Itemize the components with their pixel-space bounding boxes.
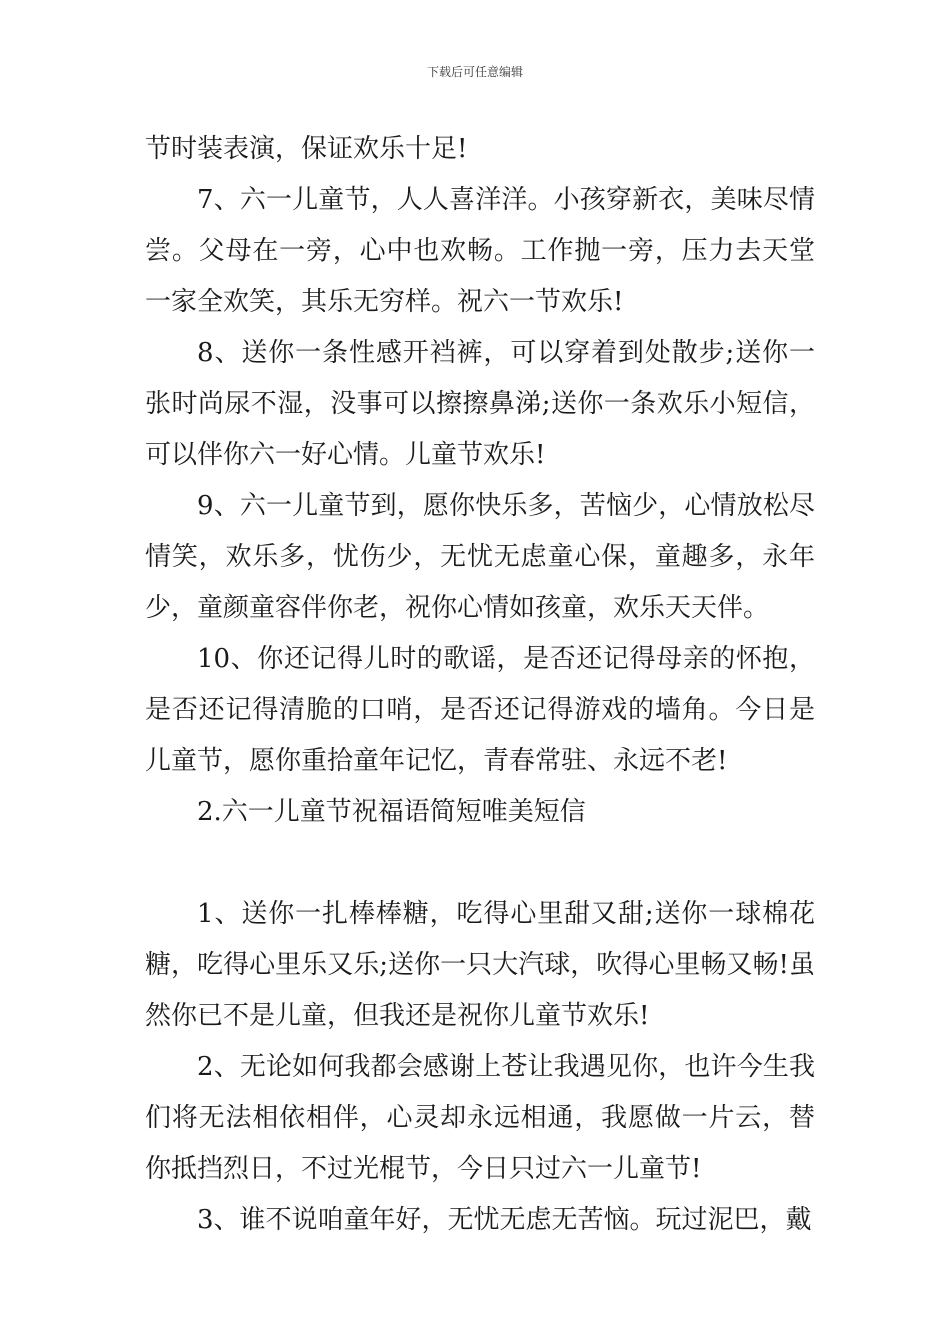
paragraph-item-8: 8、送你一条性感开裆裤，可以穿着到处散步;送你一张时尚尿不湿，没事可以擦擦鼻涕;送你一条欢乐小短信，可以伴你六一好心情。儿童节欢乐! bbox=[145, 338, 815, 470]
document-body bbox=[145, 124, 815, 1246]
paragraph-item-1: 1、送你一扎棒棒糖，吃得心里甜又甜;送你一球棉花糖，吃得心里乐又乐;送你一只大汽球，吹得心里畅又畅!虽然你已不是儿童，但我还是祝你儿童节欢乐! bbox=[145, 899, 815, 1031]
paragraph-continuation: 节时装表演，保证欢乐十足! bbox=[145, 134, 468, 164]
section-heading: 2.六一儿童节祝福语简短唯美短信 bbox=[197, 797, 586, 827]
paragraph-item-9: 9、六一儿童节到，愿你快乐多，苦恼少，心情放松尽情笑，欢乐多，忧伤少，无忧无虑童心保，童趣多，永年少，童颜童容伴你老，祝你心情如孩童，欢乐天天伴。 bbox=[145, 491, 815, 623]
paragraph-item-7: 7、六一儿童节，人人喜洋洋。小孩穿新衣，美味尽情尝。父母在一旁，心中也欢畅。工作抛一旁，压力去天堂一家全欢笑，其乐无穷样。祝六一节欢乐! bbox=[145, 185, 815, 317]
paragraph-item-3: 3、谁不说咱童年好，无忧无虑无苦恼。玩过泥巴，戴 bbox=[197, 1205, 812, 1235]
blank-line bbox=[145, 838, 815, 889]
paragraph-item-2: 2、无论如何我都会感谢上苍让我遇见你，也许今生我们将无法相依相伴，心灵却永远相通，我愿做一片云，替你抵挡烈日，不过光棍节，今日只过六一儿童节! bbox=[145, 1052, 815, 1184]
page-header: 下载后可任意编辑 bbox=[426, 65, 523, 79]
paragraph-item-10: 10、你还记得儿时的歌谣，是否还记得母亲的怀抱，是否还记得清脆的口哨，是否还记得游戏的墙角。今日是儿童节，愿你重拾童年记忆，青春常驻、永远不老! bbox=[145, 644, 815, 776]
